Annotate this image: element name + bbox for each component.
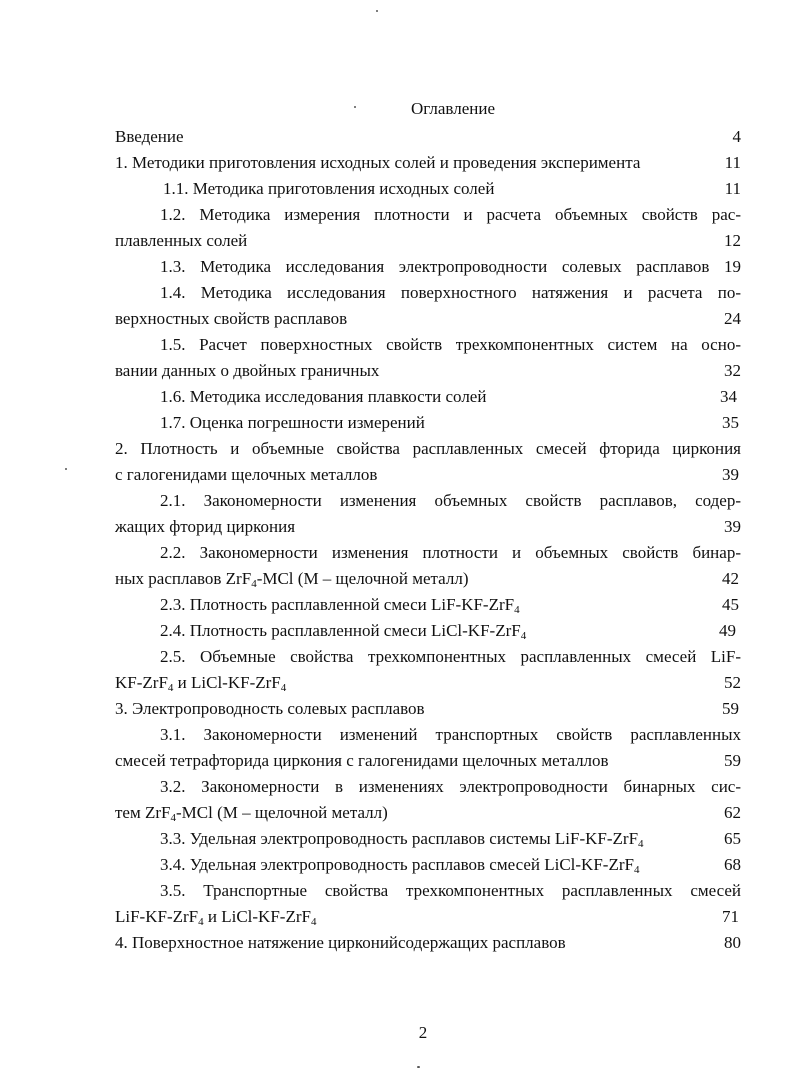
toc-entry-2-1-line2: жащих фторид циркония [115, 517, 296, 536]
toc-page-3-2: 62 [724, 803, 741, 822]
toc-page-1-2: 12 [724, 231, 741, 250]
toc-entry-3-5-line2 [115, 906, 316, 928]
formula-rest: -MCl (М – щелочной металл) [256, 569, 469, 588]
toc-entry-1-4-line2: верхностных свойств расплавов [115, 309, 348, 328]
toc-page-1: 11 [724, 153, 741, 172]
toc-entry-1: 1. Методики приготовления исходных солей и проведения эксперимента [115, 153, 641, 172]
subscript: 4 [520, 630, 527, 642]
entry-text: 3.4. Удельная электропроводность расплавов смесей LiCl-KF-ZrF [160, 855, 634, 874]
toc-entry-2-2-line1: 2.2. Закономерности изменения плотности и объемных свойств бинар- [160, 543, 741, 562]
toc-entry-3-2-line1: 3.2. Закономерности в изменениях электропроводности бинарных сис- [160, 777, 741, 796]
subscript: 4 [198, 916, 204, 928]
toc-page-1-6: 34 [720, 387, 737, 406]
toc-entry-1-1: 1.1. Методика приготовления исходных солей [163, 179, 495, 198]
subscript: 4 [280, 682, 287, 694]
toc-entry-3-5-line1: 3.5. Транспортные свойства трехкомпонентных расплавленных смесей [160, 881, 741, 900]
toc-page-3-1: 59 [724, 751, 741, 770]
toc-entry-3-4 [160, 854, 639, 876]
toc-page-1-4: 24 [724, 309, 741, 328]
formula-zrf: тем ZrF [115, 803, 171, 822]
toc-entry-2-1-line1: 2.1. Закономерности изменения объемных свойств расплавов, содер- [160, 491, 741, 510]
toc-page-2: 39 [722, 465, 739, 484]
toc-entry-2-line1: 2. Плотность и объемные свойства расплавленных смесей фторида циркония [115, 439, 741, 458]
toc-entry-2-3 [160, 594, 520, 616]
toc-page-1-7: 35 [722, 413, 739, 432]
toc-entry-2-5-line1: 2.5. Объемные свойства трехкомпонентных расплавленных смесей LiF- [160, 647, 741, 666]
toc-entry-1-3: 1.3. Методика исследования электропроводности солевых расплавов 19 [160, 257, 741, 276]
toc-page-3-5: 71 [722, 907, 739, 926]
formula-zrf: ных расплавов ZrF [115, 569, 252, 588]
toc-entry-1-5-line1: 1.5. Расчет поверхностных свойств трехкомпонентных систем на осно- [160, 335, 741, 354]
toc-entry-1-2-line2: плавленных солей [115, 231, 248, 250]
subscript: 4 [514, 604, 520, 616]
toc-entry-3: 3. Электропроводность солевых расплавов [115, 699, 425, 718]
subscript: 4 [310, 916, 317, 928]
toc-page-2-1: 39 [724, 517, 741, 536]
subscript: 4 [167, 682, 174, 694]
toc-page-2-4: 49 [719, 621, 736, 640]
scan-speck [65, 468, 67, 470]
toc-entry-1-6: 1.6. Методика исследования плавкости солей [160, 387, 487, 406]
subscript: 4 [638, 838, 644, 850]
formula-b: и LiCl-KF-ZrF [203, 907, 311, 926]
toc-entry-2-2-line2 [115, 568, 469, 590]
toc-entry-1-5-line2: вании данных о двойных граничных [115, 361, 380, 380]
toc-entry-3-1-line2: смесей тетрафторида циркония с галогенидами щелочных металлов [115, 751, 609, 770]
formula-b: и LiCl-KF-ZrF [173, 673, 281, 692]
formula-a: LiF-KF-ZrF [115, 907, 199, 926]
formula-rest: -MCl (М – щелочной металл) [175, 803, 388, 822]
toc-page-3: 59 [722, 699, 739, 718]
toc-entry-2-line2: с галогенидами щелочных металлов [115, 465, 378, 484]
subscript: 4 [633, 864, 640, 876]
toc-page-3-3: 65 [724, 829, 741, 848]
toc-entry-2-4 [160, 620, 526, 642]
toc-page-3-4: 68 [724, 855, 741, 874]
toc-entry-1-7: 1.7. Оценка погрешности измерений [160, 413, 425, 432]
scan-speck [376, 10, 378, 12]
toc-entry-1-2-line1: 1.2. Методика измерения плотности и расчета объемных свойств рас- [160, 205, 741, 224]
toc-entry-intro: Введение [115, 127, 184, 146]
toc-page-1-5: 32 [724, 361, 741, 380]
toc-entry-3-3 [160, 828, 644, 850]
formula-a: KF-ZrF [115, 673, 168, 692]
toc-page-2-2: 42 [722, 569, 739, 588]
toc-entry-2-5-line2 [115, 672, 286, 694]
toc-entry-1-4-line1: 1.4. Методика исследования поверхностного натяжения и расчета по- [160, 283, 741, 302]
page-number: 2 [418, 1023, 428, 1042]
toc-page-intro: 4 [732, 127, 741, 146]
toc-title: Оглавление [411, 99, 495, 118]
toc-entry-3-2-line2 [115, 802, 388, 824]
entry-text: 2.4. Плотность расплавленной смеси LiCl-KF-ZrF [160, 621, 521, 640]
toc-entry-3-1-line1: 3.1. Закономерности изменений транспортных свойств расплавленных [160, 725, 741, 744]
scan-speck [417, 1066, 420, 1068]
toc-page-4: 80 [724, 933, 741, 952]
scan-speck [354, 106, 356, 108]
subscript: 4 [170, 812, 176, 824]
toc-entry-4: 4. Поверхностное натяжение цирконийсодержащих расплавов [115, 933, 566, 952]
subscript: 4 [251, 578, 257, 590]
toc-page-2-5: 52 [724, 673, 741, 692]
toc-page-2-3: 45 [722, 595, 739, 614]
entry-text: 2.3. Плотность расплавленной смеси LiF-KF-ZrF [160, 595, 515, 614]
entry-text: 3.3. Удельная электропроводность расплавов системы LiF-KF-ZrF [160, 829, 639, 848]
toc-page-1-1: 11 [724, 179, 741, 198]
